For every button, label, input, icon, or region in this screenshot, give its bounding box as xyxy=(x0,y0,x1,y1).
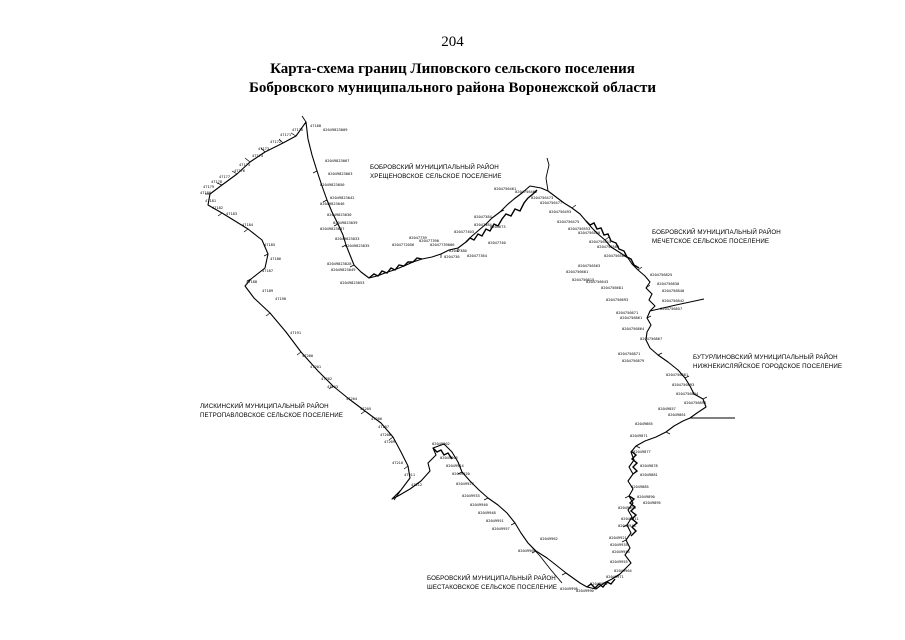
point-label: 47187 xyxy=(262,269,274,273)
region-west-line-2: ПЕТРОПАВЛОВСКОЕ СЕЛЬСКОЕ ПОСЕЛЕНИЕ xyxy=(200,412,343,419)
point-label: 47211 xyxy=(404,473,416,477)
point-label: 02049946 xyxy=(612,550,630,554)
point-label: 47173 xyxy=(258,147,270,151)
point-label: 0204756871 xyxy=(618,352,641,356)
point-label: 47209 xyxy=(384,440,396,444)
point-label: 0204756881 xyxy=(666,373,689,377)
point-label: 0204756563 xyxy=(578,264,601,268)
point-label: 0204756842 xyxy=(662,299,685,303)
region-southeast-line-2: НИЖНЕКИСЛЯЙСКОЕ ГОРОДСКОЕ ПОСЕЛЕНИЕ xyxy=(693,363,843,370)
point-label: 02049903 xyxy=(618,506,636,510)
point-label: 02049951 xyxy=(486,519,504,523)
point-label: 02049823035 xyxy=(345,244,370,248)
point-label: 02047384 xyxy=(474,223,492,227)
point-label: 0204756857 xyxy=(660,307,683,311)
region-north-line-1: БОБРОВСКИЙ МУНИЦИПАЛЬНЫЙ РАЙОН xyxy=(370,164,499,171)
point-label: 47178 xyxy=(211,180,223,184)
point-label: 47175 xyxy=(239,163,251,167)
point-label: 02049881 xyxy=(640,473,658,477)
point-label: 47177 xyxy=(219,175,231,179)
point-label: 02049906 xyxy=(440,456,458,460)
point-label: 02049823030 xyxy=(327,213,352,217)
point-label: 020477403 xyxy=(454,230,474,234)
point-label: 47180 xyxy=(200,191,212,195)
point-label: 02049823039 xyxy=(333,221,358,225)
point-label: 0204756473 xyxy=(531,196,554,200)
point-label: 47203 xyxy=(327,385,339,389)
region-east-line-2: МЕЧЕТСКОЕ СЕЛЬСКОЕ ПОСЕЛЕНИЕ xyxy=(652,238,770,245)
point-label: 47182 xyxy=(212,206,224,210)
region-west-line-1: ЛИСКИНСКИЙ МУНИЦИПАЛЬНЫЙ РАЙОН xyxy=(200,403,329,410)
point-label: 47201 xyxy=(310,365,322,369)
point-label: 020477390 xyxy=(419,239,439,243)
point-label: 02049918 xyxy=(618,524,636,528)
point-label: 47184 xyxy=(242,223,254,227)
point-label: 47204 xyxy=(346,397,358,401)
point-label: 0204756461 xyxy=(494,187,517,191)
region-south-line-1: БОБРОВСКИЙ МУНИЦИПАЛЬНЫЙ РАЙОН xyxy=(427,575,556,582)
point-label: 02049877 xyxy=(633,450,651,454)
point-label: 02047740 xyxy=(488,241,506,245)
point-label: 02049823050 xyxy=(320,183,345,187)
point-label: 02049823049 xyxy=(331,268,356,272)
point-label: 02049823009 xyxy=(323,128,348,132)
point-label: 47189 xyxy=(262,289,274,293)
point-label: 0204756615 xyxy=(572,278,595,282)
point-label: 0204756475 xyxy=(557,220,580,224)
point-label: 47207 xyxy=(378,425,390,429)
point-label: 02049969 xyxy=(518,549,536,553)
point-label: 02049823042 xyxy=(330,196,355,200)
point-label: 02049990 xyxy=(576,589,594,593)
point-label: 0204756671 xyxy=(616,311,639,315)
point-label: 47210 xyxy=(392,461,404,465)
point-label: 0204756643 xyxy=(586,280,609,284)
point-label: 0204756553 xyxy=(568,227,591,231)
point-label: 47174 xyxy=(252,154,264,158)
point-label: 02047739006 xyxy=(430,243,455,247)
region-east-line-1: БОБРОВСКИЙ МУНИЦИПАЛЬНЫЙ РАЙОН xyxy=(652,229,781,236)
point-label: 47190 xyxy=(275,297,287,301)
point-label: 02049871 xyxy=(630,434,648,438)
point-label: 02049895 xyxy=(643,501,661,505)
point-label: 47171 xyxy=(280,133,292,137)
map-title-line-1: Карта-схема границ Липовского сельского поселения xyxy=(270,61,635,77)
point-label: 02049823028 xyxy=(327,262,352,266)
point-label: 02049823067 xyxy=(325,159,350,163)
point-label: 02049911 xyxy=(621,517,639,521)
point-label: 02049971 xyxy=(606,575,624,579)
point-label: 0204756500 xyxy=(597,245,620,249)
point-label: 02049861 xyxy=(668,413,686,417)
point-label: 0204756879 xyxy=(622,359,645,363)
point-label: 47172 xyxy=(270,140,282,144)
point-label: 0204756493 xyxy=(549,210,572,214)
point-label: 02049982 xyxy=(590,582,608,586)
point-label: 02049948 xyxy=(478,511,496,515)
point-label: 47186 xyxy=(270,257,282,261)
point-label: 02049857 xyxy=(658,407,676,411)
point-label: 47181 xyxy=(205,199,217,203)
point-label: 0204756505 xyxy=(604,254,627,258)
point-label: 02049920 xyxy=(452,472,470,476)
point-label: 0204756601 xyxy=(566,270,589,274)
point-label: 0204756867 xyxy=(640,337,663,341)
point-label: 02047739 xyxy=(409,236,427,240)
point-label: 02049933 xyxy=(462,494,480,498)
point-label: 02047380 xyxy=(449,249,467,253)
point-label: 0204756520 xyxy=(578,231,601,235)
point-label: 0204756515 xyxy=(589,240,612,244)
point-label: 0204673 xyxy=(490,225,506,229)
map-title-line-2: Бобровского муниципального района Воронежской области xyxy=(248,80,657,96)
point-label: 0204756462 xyxy=(515,190,538,194)
point-label: 0204756893 xyxy=(672,383,695,387)
point-label: 47191 xyxy=(290,331,302,335)
point-label: 02049955 xyxy=(610,560,628,564)
point-label: 02049823046 xyxy=(320,202,345,206)
point-label: 0204736 xyxy=(444,255,460,259)
point-label: 02049957 xyxy=(492,527,510,531)
point-label: 47170 xyxy=(292,128,304,132)
point-label: 02049921 xyxy=(609,536,627,540)
point-label: 47183 xyxy=(226,212,238,216)
region-labels xyxy=(200,163,842,591)
point-label: 02049865 xyxy=(635,422,653,426)
point-label: 02049935 xyxy=(610,543,628,547)
point-label: 47202 xyxy=(321,377,333,381)
point-labels xyxy=(200,124,706,593)
point-label: 02049940 xyxy=(470,503,488,507)
point-label: 0204756693 xyxy=(606,298,629,302)
point-label: 47205 xyxy=(360,407,372,411)
point-label: 02049823063 xyxy=(328,172,353,176)
point-label: 0204756681 xyxy=(601,286,624,290)
point-label: 0204756477 xyxy=(540,201,563,205)
point-label: 02049823037 xyxy=(320,227,345,231)
point-label: 0204756896 xyxy=(684,401,707,405)
point-label: 47185 xyxy=(264,243,276,247)
point-label: 020477364 xyxy=(467,254,487,258)
district-line-northeast xyxy=(546,158,549,191)
point-label: 47168 xyxy=(310,124,322,128)
point-label: 02049962 xyxy=(540,537,558,541)
point-label: 0204772056 xyxy=(392,243,415,247)
boundary-detail-north xyxy=(369,258,422,278)
point-label: 0204756830 xyxy=(657,282,680,286)
point-label: 47179 xyxy=(203,185,215,189)
point-label: 47188 xyxy=(246,280,258,284)
point-label: 02049885 xyxy=(631,485,649,489)
point-label: 02049998 xyxy=(560,587,578,591)
point-label: 47208 xyxy=(380,433,392,437)
point-label: 0204756825 xyxy=(650,273,673,277)
point-label: 47206 xyxy=(371,417,383,421)
point-label: 47176 xyxy=(234,169,246,173)
point-label: 02049927 xyxy=(456,482,474,486)
point-label: 02049914 xyxy=(446,464,464,468)
point-label: 0204756894 xyxy=(676,392,699,396)
point-label: 02049823053 xyxy=(340,281,365,285)
point-label: 0204756861 xyxy=(620,316,643,320)
point-label: 02049878 xyxy=(640,464,658,468)
point-label: 02049964 xyxy=(614,569,632,573)
point-label: 02049823033 xyxy=(335,237,360,241)
region-southeast-line-1: БУТУРЛИНОВСКИЙ МУНИЦИПАЛЬНЫЙ РАЙОН xyxy=(693,354,838,361)
point-label: 0204756864 xyxy=(622,327,645,331)
point-label: 47200 xyxy=(302,354,314,358)
region-north-line-2: ХРЕЩЕНОВСКОЕ СЕЛЬСКОЕ ПОСЕЛЕНИЕ xyxy=(370,173,502,180)
point-label: 02047384 xyxy=(474,215,492,219)
point-label: 02049890 xyxy=(637,495,655,499)
district-line-north xyxy=(302,116,306,122)
point-label: 47212 xyxy=(411,483,423,487)
point-label: 02049902 xyxy=(432,442,450,446)
point-label: 0204756840 xyxy=(662,289,685,293)
page-number: 204 xyxy=(441,34,464,50)
region-south-line-2: ШЕСТАКОВСКОЕ СЕЛЬСКОЕ ПОСЕЛЕНИЕ xyxy=(427,584,558,591)
